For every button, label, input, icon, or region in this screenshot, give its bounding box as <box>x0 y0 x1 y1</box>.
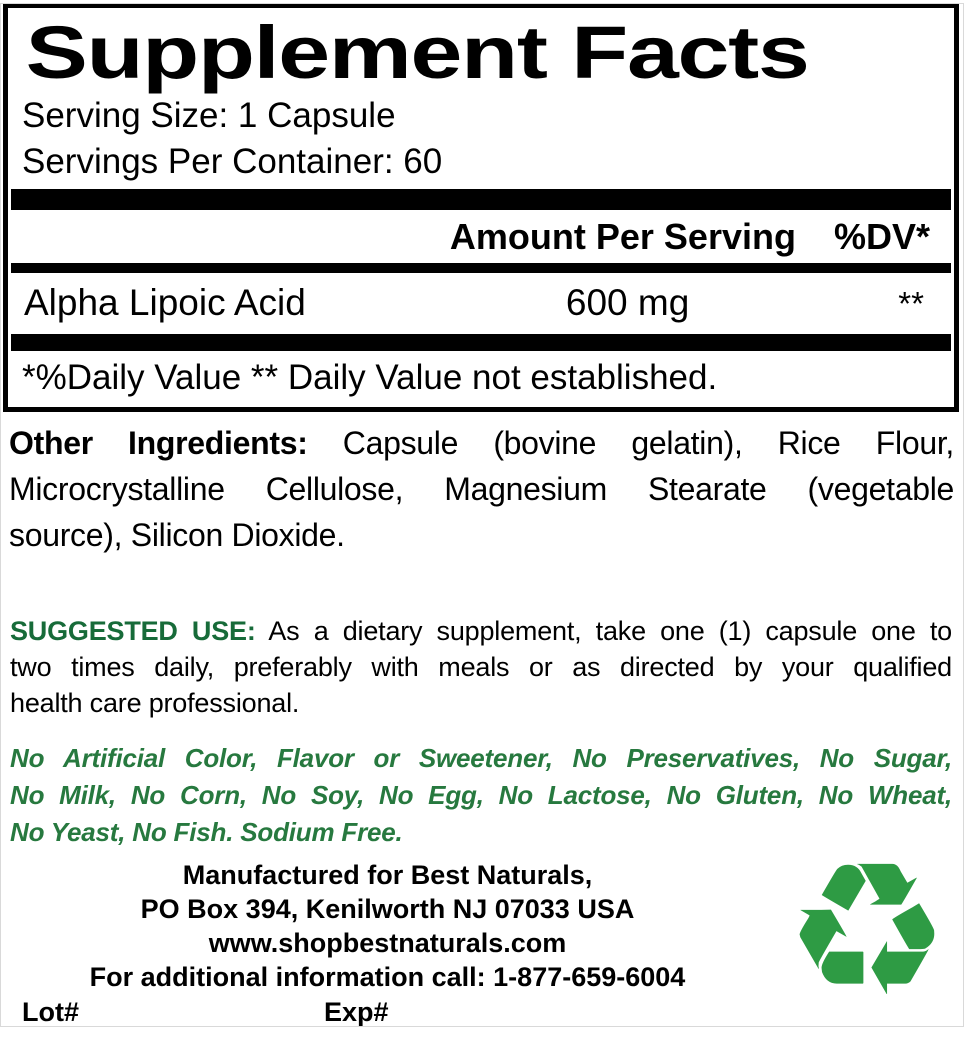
suggested-use-line: health care professional. <box>10 687 300 718</box>
lot-label: Lot# <box>22 997 79 1028</box>
daily-value-footnote: *%Daily Value ** Daily Value not established. <box>22 357 718 397</box>
ingredient-name: Alpha Lipoic Acid <box>24 282 306 324</box>
manufacturer-website: www.shopbestnaturals.com <box>208 928 567 959</box>
other-ingredients-line: Microcrystalline Cellulose, Magnesium Stearate (vegetable <box>9 471 954 508</box>
other-ingredients-label: Other Ingredients: <box>9 424 308 461</box>
claims-line: No Milk, No Corn, No Soy, No Egg, No Lactose, No Gluten, No Wheat, <box>10 779 952 810</box>
ingredient-amount: 600 mg <box>565 282 690 324</box>
facts-header-row <box>8 210 954 263</box>
recycle-icon: ♻ <box>784 822 950 1038</box>
suggested-use-line: two times daily, preferably with meals or as directed by your qualified <box>10 651 952 682</box>
divider-bar-header <box>11 263 951 273</box>
serving-size: Serving Size: 1 Capsule <box>22 96 396 136</box>
suggested-use-section <box>10 614 952 722</box>
claims-line: No Yeast, No Fish. Sodium Free. <box>10 816 403 847</box>
divider-bar-top <box>11 189 951 210</box>
other-ingredients-text: Capsule (bovine gelatin), Rice Flour, <box>307 424 954 461</box>
panel-title: Supplement Facts <box>25 11 809 94</box>
suggested-use-label: SUGGESTED USE: <box>10 615 256 646</box>
manufacturer-line: Manufactured for Best Naturals, <box>182 860 593 891</box>
suggested-use-line <box>10 614 952 650</box>
servings-per-container: Servings Per Container: 60 <box>22 141 443 181</box>
manufacturer-phone: For additional information call: 1-877-659-6004 <box>89 962 686 993</box>
divider-bar-bottom <box>11 334 951 351</box>
dv-header: %DV* <box>833 216 930 258</box>
suggested-use-text: As a dietary supplement, take one (1) capsule one to <box>255 615 952 646</box>
manufacturer-address: PO Box 394, Kenilworth NJ 07033 USA <box>140 894 635 925</box>
other-ingredients-line <box>9 420 954 466</box>
ingredient-dv: ** <box>898 285 924 323</box>
manufacturer-block <box>0 858 775 994</box>
other-ingredients-line: source), Silicon Dioxide. <box>9 517 345 554</box>
other-ingredients-section <box>9 420 954 559</box>
table-row <box>8 273 954 333</box>
amount-per-serving-header: Amount Per Serving <box>449 216 796 258</box>
supplement-facts-panel <box>3 3 959 412</box>
claims-line: No Artificial Color, Flavor or Sweetener, No Preservatives, No Sugar, <box>10 742 952 773</box>
exp-label: Exp# <box>324 997 389 1028</box>
